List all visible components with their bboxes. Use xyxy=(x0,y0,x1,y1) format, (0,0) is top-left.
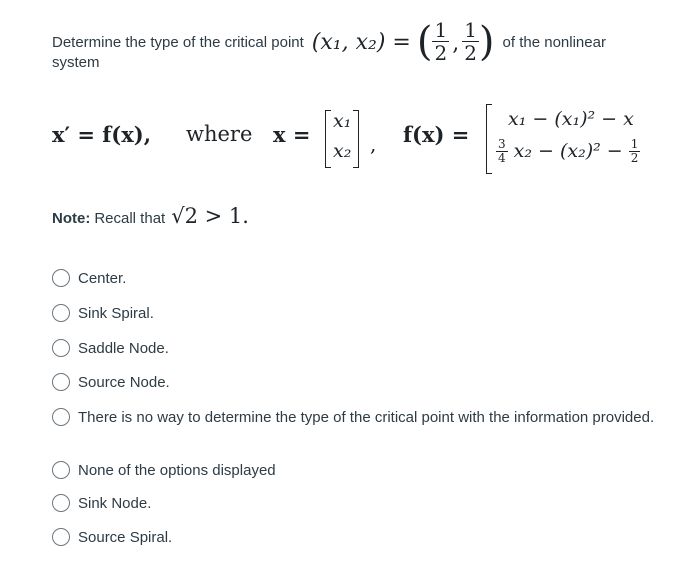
question-suffix: of the nonlinear xyxy=(502,33,606,51)
option-center[interactable] xyxy=(52,269,126,289)
point-y-den: 2 xyxy=(464,41,477,65)
option-label: Source Spiral. xyxy=(78,529,173,546)
radio-button[interactable] xyxy=(52,494,70,512)
option-label: Sink Spiral. xyxy=(78,305,154,322)
point-y-num: 1 xyxy=(464,18,477,42)
radio-button[interactable] xyxy=(52,408,70,426)
system-lhs-expr: x′ = f(x), xyxy=(52,122,152,147)
point-y-fraction xyxy=(462,20,479,64)
radio-button[interactable] xyxy=(52,304,70,322)
option-sink-node[interactable] xyxy=(52,494,151,514)
row2-main-expr: x₂ − (x₂)² − xyxy=(513,140,623,163)
note-label: Note: xyxy=(52,210,91,227)
note xyxy=(52,204,249,228)
option-sink-spiral[interactable] xyxy=(52,304,154,324)
system-lhs xyxy=(52,122,151,147)
option-label: Sink Node. xyxy=(78,495,152,512)
option-none-of-the-options[interactable] xyxy=(52,461,276,481)
note-math: √2 > 1. xyxy=(171,204,249,228)
note-text: Recall that xyxy=(94,210,166,227)
row2-tail-den: 2 xyxy=(630,150,639,165)
f-row-2 xyxy=(496,138,640,165)
left-paren: ( xyxy=(416,19,433,65)
radio-button[interactable] xyxy=(52,373,70,391)
option-label: Source Node. xyxy=(78,374,170,391)
where-word: where xyxy=(186,122,253,146)
point-tuple xyxy=(417,20,495,64)
row2-tail-num: 1 xyxy=(630,137,639,151)
option-label: There is no way to determine the type of the critical point with the information provided. xyxy=(78,409,655,426)
row2-coef-den: 4 xyxy=(498,150,506,165)
option-saddle-node[interactable] xyxy=(52,339,169,359)
point-x-den: 2 xyxy=(434,41,448,65)
x-definition: x = xyxy=(273,122,311,147)
f-row-1 xyxy=(508,108,634,130)
f-row-1-expr: x₁ − (x₁)² − x xyxy=(508,108,634,130)
x-vector-right-bracket xyxy=(353,110,359,168)
x-entry-2: x₂ xyxy=(333,140,352,162)
comma: , xyxy=(452,31,460,56)
row2-coef-fraction xyxy=(496,138,508,165)
x-vector-left-bracket xyxy=(325,110,331,168)
question-line2: system xyxy=(52,54,100,71)
point-x-num: 1 xyxy=(434,18,448,42)
option-label: Saddle Node. xyxy=(78,340,169,357)
row2-coef-num: 3 xyxy=(498,137,506,151)
radio-button[interactable] xyxy=(52,339,70,357)
option-source-node[interactable] xyxy=(52,373,170,393)
vector-comma: , xyxy=(370,132,377,156)
option-source-spiral[interactable] xyxy=(52,528,172,548)
point-x-fraction xyxy=(432,20,449,64)
question-intro: Determine the type of the critical point xyxy=(52,33,304,51)
option-no-way-to-determine[interactable] xyxy=(52,408,662,427)
f-definition: f(x) = xyxy=(403,122,470,147)
radio-button[interactable] xyxy=(52,528,70,546)
row2-tail-fraction xyxy=(629,138,641,165)
point-lhs: (x₁, x₂) = xyxy=(311,29,411,55)
right-paren: ) xyxy=(478,19,495,65)
x-entry-1: x₁ xyxy=(333,110,352,132)
radio-button[interactable] xyxy=(52,461,70,479)
question-text xyxy=(52,20,606,64)
option-label: None of the options displayed xyxy=(78,462,276,479)
f-vector-left-bracket xyxy=(486,104,492,174)
radio-button[interactable] xyxy=(52,269,70,287)
option-label: Center. xyxy=(78,270,127,287)
